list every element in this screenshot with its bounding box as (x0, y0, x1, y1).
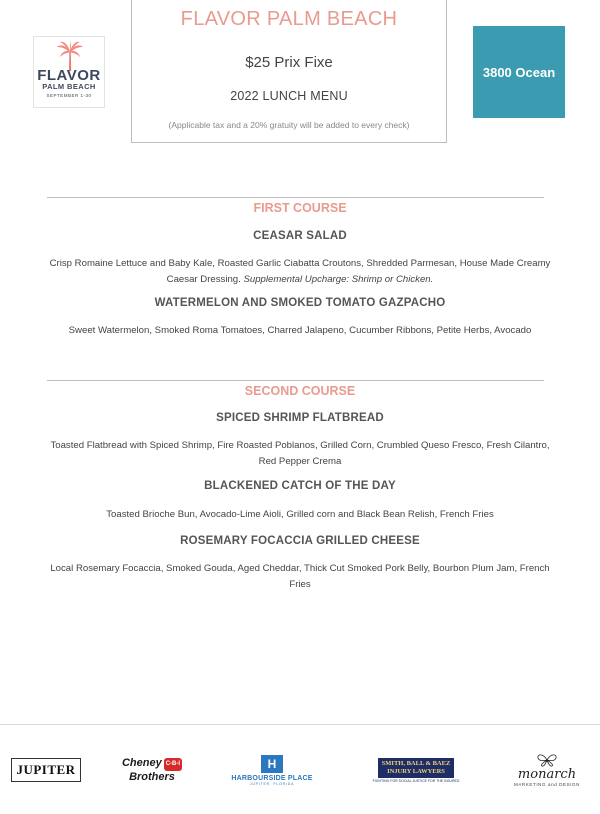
dish-name: CEASAR SALAD (253, 230, 347, 242)
jupiter-logo-text: JUPITER (11, 758, 80, 782)
restaurant-logo-text: 3800 Ocean (482, 64, 556, 80)
course-title-first: FIRST COURSE (253, 201, 347, 215)
dish-upcharge-text: Supplemental Upcharge: Shrimp or Chicken. (243, 273, 434, 285)
sponsor-harbourside-logo (229, 750, 315, 790)
logo-flavor-text: FLAVOR (37, 67, 101, 84)
harbourside-logo-text: HARBOURSIDE PLACE (231, 774, 313, 782)
monarch-logo-text: monarch (517, 767, 577, 782)
header-title-block (131, 0, 447, 143)
sponsor-jupiter-logo (12, 750, 80, 790)
event-title: FLAVOR PALM BEACH (180, 8, 398, 30)
cheney-badge: C-B-I (164, 758, 182, 771)
dish-description: Toasted Brioche Bun, Avocado-Lime Aioli, Grilled corn and Black Bean Relish, French Fries (106, 509, 494, 520)
logo-palm-beach-text: PALM BEACH (42, 82, 96, 91)
section-divider (47, 380, 544, 381)
dish-name: SPICED SHRIMP FLATBREAD (216, 412, 384, 424)
footer-divider (0, 724, 600, 725)
dish-name: ROSEMARY FOCACCIA GRILLED CHEESE (180, 535, 420, 547)
logo-dates-text: SEPTEMBER 1-30 (46, 93, 92, 98)
smith-sub-text: FIGHTING FOR SOCIAL JUSTICE FOR THE INJURED (372, 778, 460, 783)
cheney-logo-text: Cheney (121, 756, 162, 769)
menu-title: 2022 LUNCH MENU (230, 89, 348, 103)
sponsor-smith-ball-baez-logo (366, 750, 466, 790)
dish-description (45, 256, 555, 287)
menu-header (0, 0, 600, 145)
smith-logo-line1: SMITH, BALL & BAEZ (381, 759, 451, 767)
flavor-palm-beach-logo (33, 36, 105, 108)
harbourside-sub-text: JUPITER, FLORIDA (249, 781, 295, 786)
dish-name: WATERMELON AND SMOKED TOMATO GAZPACHO (154, 297, 446, 309)
course-title-second: SECOND COURSE (244, 384, 356, 398)
section-divider (47, 197, 544, 198)
butterfly-icon (537, 753, 557, 767)
prix-fixe-price: $25 Prix Fixe (245, 54, 333, 71)
dish-description: Sweet Watermelon, Smoked Roma Tomatoes, Charred Jalapeno, Cucumber Ribbons, Petite Herbs, Avocado (68, 325, 532, 336)
dish-description: Toasted Flatbread with Spiced Shrimp, Fire Roasted Poblanos, Grilled Corn, Crumbled Queso Fresco, Fresh Cilantro, Red Pepper Crema (50, 440, 550, 467)
gratuity-note: (Applicable tax and a 20% gratuity will be added to every check) (168, 120, 410, 130)
sponsor-cheney-brothers-logo (112, 750, 192, 790)
dish-name: BLACKENED CATCH OF THE DAY (204, 480, 396, 492)
dish-description: Local Rosemary Focaccia, Smoked Gouda, Aged Cheddar, Thick Cut Smoked Pork Belly, Bourbon Plum Jam, French Fries (50, 563, 550, 590)
sponsor-monarch-logo (508, 750, 586, 790)
smith-logo-line2: INJURY LAWYERS (387, 767, 445, 775)
brothers-logo-text: Brothers (129, 770, 175, 783)
restaurant-logo (473, 26, 565, 118)
harbourside-icon: H (261, 755, 283, 773)
dish-description-text: Crisp Romaine Lettuce and Baby Kale, Roasted Garlic Ciabatta Croutons, Shredded Parmesan, House Made Creamy Caesar Dressing. (49, 258, 551, 285)
monarch-sub-text: MARKETING and DESIGN (513, 782, 580, 787)
